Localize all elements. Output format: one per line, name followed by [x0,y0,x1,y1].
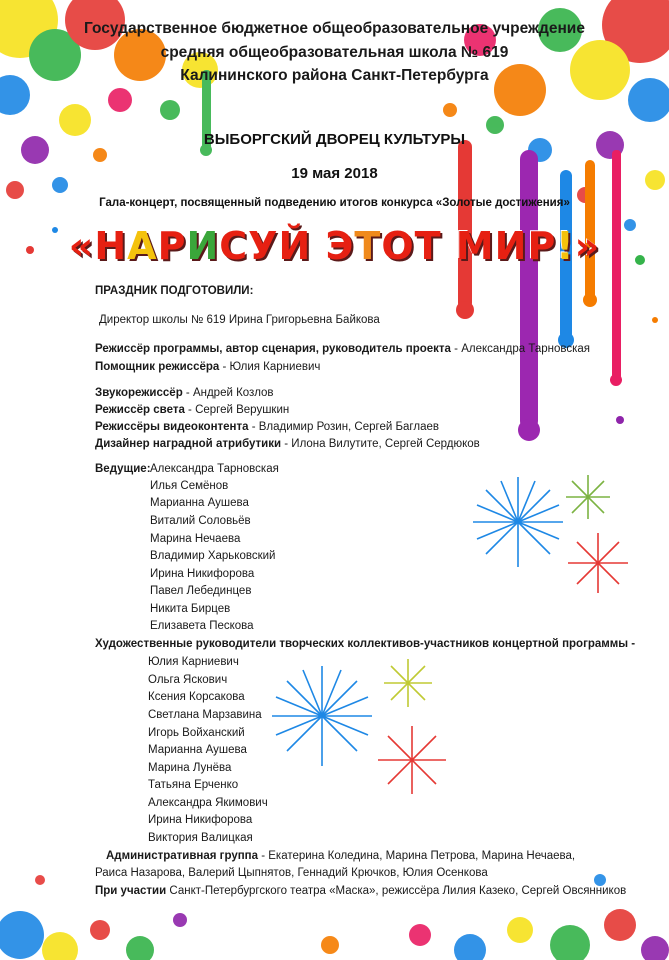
art-leader-item: Виктория Валицкая [148,832,253,844]
art-leader-item: Марина Лунёва [148,762,232,774]
hosts-label: Ведущие: [95,463,151,475]
art-leader-item: Татьяна Ерченко [148,779,239,791]
host-item: Марина Нечаева [150,533,241,545]
school-name-line-1: Государственное бюджетное общеобразовательное учреждение [84,20,585,37]
light-value: - Сергей Верушкин [184,404,290,416]
host-item: Ирина Никифорова [150,568,255,580]
video-value: - Владимир Розин, Сергей Баглаев [248,421,439,433]
title-letter: Й [278,224,312,268]
participation-line [95,885,626,897]
director-line: Директор школы № 619 Ирина Григорьевна Байкова [99,314,380,326]
art-leaders-label: Художественные руководители творческих коллективов-участников концертной программы - [95,638,636,650]
art-leader-item: Ирина Никифорова [148,814,253,826]
art-leader-item: Юлия Карниевич [148,656,239,668]
gala-description: Гала-концерт, посвященный подведению итогов конкурса «Золотые достижения» [99,197,570,209]
assistant-label: Помощник режиссёра [95,361,220,373]
title-letter: М [455,224,495,268]
light-line [95,404,289,416]
event-title [0,224,669,268]
admin-value-1: - Екатерина Коледина, Марина Петрова, Марина Нечаева, [258,850,576,862]
sound-line [95,387,274,399]
participation-value: Санкт-Петербургского театра «Маска», режиссёра Лилия Казеко, Сергей Овсянников [166,885,627,897]
admin-line-2: Раиса Назарова, Валерий Цыпнятов, Геннадий Крючков, Юлия Осенкова [95,867,488,879]
producer-line [95,343,590,355]
video-line [95,421,439,433]
art-leader-item: Игорь Войханский [148,727,245,739]
title-letter: Э [325,224,355,268]
admin-line [106,850,575,862]
host-item: Илья Семёнов [150,480,229,492]
school-name-line-3: Калининского района Санкт-Петербурга [180,67,489,84]
design-line [95,438,480,450]
title-letter: « [68,224,95,268]
art-leader-item: Ксения Корсакова [148,691,245,703]
admin-label: Административная группа [106,850,259,862]
title-letter [311,224,325,268]
video-label: Режиссёры видеоконтента [95,421,249,433]
producer-value: - Александра Тарновская [450,343,591,355]
sound-label: Звукорежиссёр [95,387,183,399]
venue-title: ВЫБОРГСКИЙ ДВОРЕЦ КУЛЬТУРЫ [203,131,466,148]
prepared-heading: ПРАЗДНИК ПОДГОТОВИЛИ: [95,285,254,297]
design-value: - Илона Вилутите, Сергей Сердюков [281,438,480,450]
light-label: Режиссёр света [95,404,185,416]
title-letter: Н [94,224,128,268]
title-letter: У [248,224,279,268]
sound-value: - Андрей Козлов [182,387,274,399]
art-leader-item: Марианна Аушева [148,744,247,756]
assistant-value: - Юлия Карниевич [219,361,321,373]
title-letter: С [219,224,249,268]
title-letter: И [186,224,220,268]
title-letter: А [127,224,158,268]
host-item: Павел Лебединцев [150,585,252,597]
title-letter [442,224,456,268]
host-item: Виталий Соловьёв [150,515,251,527]
host-item: Никита Бирцев [150,603,231,615]
title-letter: Т [354,224,382,268]
producer-label: Режиссёр программы, автор сценария, руководитель проекта [95,343,451,355]
art-leader-item: Светлана Марзавина [148,709,262,721]
title-letter: ! [556,224,575,268]
event-date: 19 мая 2018 [291,165,378,182]
host-item: Владимир Харьковский [150,550,276,562]
title-letter: Т [414,224,442,268]
host-item: Елизавета Пескова [150,620,254,632]
art-leader-item: Александра Якимович [148,797,268,809]
participation-label: При участии [95,885,167,897]
title-letter: О [381,224,415,268]
title-letter: И [494,224,528,268]
school-name-line-2: средняя общеобразовательная школа № 619 [160,44,509,61]
host-item: Александра Тарновская [150,463,279,475]
assistant-line [95,361,320,373]
art-leader-item: Ольга Яскович [148,674,228,686]
title-letter: Р [527,224,557,268]
title-letter: » [574,224,601,268]
design-label: Дизайнер наградной атрибутики [95,438,282,450]
host-item: Марианна Аушева [150,497,249,509]
title-letter: Р [157,224,187,268]
